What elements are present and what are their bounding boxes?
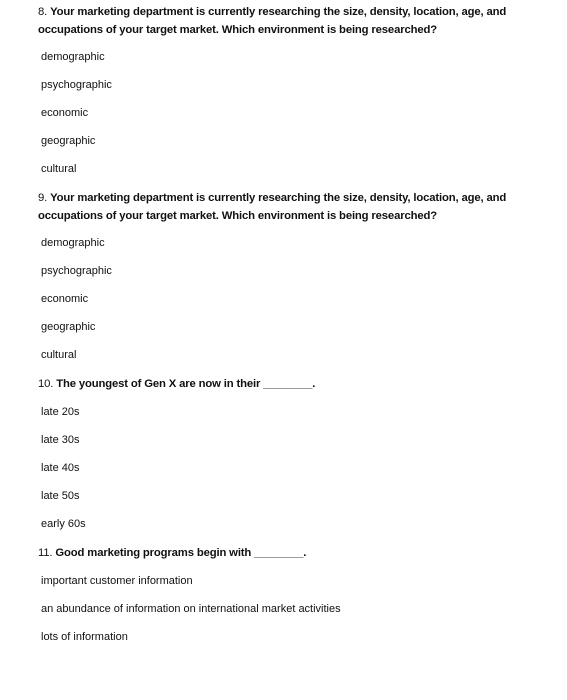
answer-option[interactable]: important customer information <box>41 575 193 587</box>
question-number: 9. <box>38 192 48 204</box>
question-number: 11. <box>38 547 53 559</box>
answer-option[interactable]: late 20s <box>41 406 80 418</box>
answer-option[interactable]: psychographic <box>41 265 112 277</box>
question-text: Good marketing programs begin with ________. <box>55 547 307 559</box>
answer-option[interactable]: demographic <box>41 51 105 63</box>
question-text: The youngest of Gen X are now in their ________. <box>56 378 316 390</box>
question-9 <box>38 189 558 225</box>
answer-option[interactable]: lots of information <box>41 631 128 643</box>
question-11 <box>38 544 558 562</box>
question-text: Your marketing department is currently researching the size, density, location, age, and occupations of your target market. Which environment is being researched? <box>38 6 507 36</box>
answer-option[interactable]: economic <box>41 293 89 305</box>
answer-option[interactable]: early 60s <box>41 518 86 530</box>
question-10 <box>38 375 558 393</box>
answer-option[interactable]: psychographic <box>41 79 112 91</box>
answer-option[interactable]: late 40s <box>41 462 80 474</box>
answer-option[interactable]: geographic <box>41 135 96 147</box>
answer-option[interactable]: cultural <box>41 349 77 361</box>
question-number: 8. <box>38 6 48 18</box>
answer-option[interactable]: late 30s <box>41 434 80 446</box>
answer-option[interactable]: demographic <box>41 237 105 249</box>
question-8 <box>38 3 558 39</box>
question-text: Your marketing department is currently researching the size, density, location, age, and occupations of your target market. Which environment is being researched? <box>38 192 507 222</box>
answer-option[interactable]: geographic <box>41 321 96 333</box>
answer-option[interactable]: late 50s <box>41 490 80 502</box>
question-number: 10. <box>38 378 54 390</box>
answer-option[interactable]: economic <box>41 107 89 119</box>
answer-option[interactable]: cultural <box>41 163 77 175</box>
answer-option[interactable]: an abundance of information on international market activities <box>41 603 341 615</box>
